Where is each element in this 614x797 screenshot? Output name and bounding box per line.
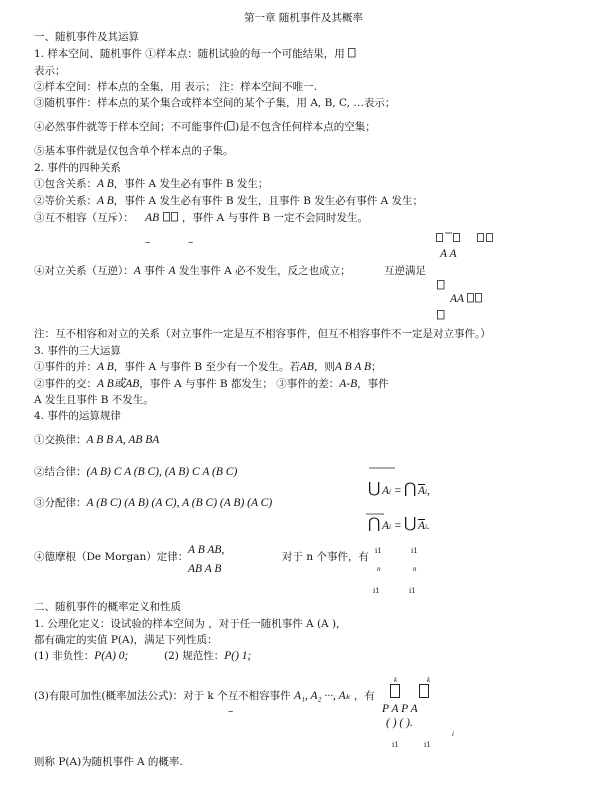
formula: A B或AB [97, 378, 140, 390]
text: ①事件的并： [34, 361, 97, 373]
formula: $\overline{A}$ [418, 485, 426, 497]
formula: A [382, 520, 390, 532]
formula: A (B C) (A B) (A C), A (B C) (A B) (A C) [86, 497, 273, 509]
formula: A B [97, 195, 114, 207]
line-notation: 表示； [34, 65, 66, 77]
formula: A [133, 265, 141, 277]
index-i1: i1 [411, 547, 418, 555]
line-note: 注：互不相容和对立的关系（对立事件一定是互不相容事件，但互不相容事件不一定是对立事件。） [34, 328, 491, 340]
text: (2) 规范性： [164, 650, 225, 662]
text: 事件 [144, 265, 166, 277]
index-i1: i1 [392, 741, 399, 749]
line-four-relations: 2. 事件的四种关系 [34, 162, 121, 174]
line-complement-condition: 互逆满足 [384, 265, 426, 277]
overline-mark: – [145, 236, 151, 248]
sup-k: k [394, 676, 398, 684]
line-three-operations: 3. 事件的三大运算 [34, 345, 121, 357]
text: ③互不相容（互斥）： [34, 212, 134, 224]
formula: A [382, 485, 390, 497]
placeholder-box-icon [348, 48, 356, 58]
line-operation-laws: 4. 事件的运算规律 [34, 410, 121, 422]
formula: A B [97, 361, 114, 373]
text: ②结合律： [34, 466, 87, 478]
formula-union-complement: Ai = [382, 485, 402, 497]
text: 1. 样本空间、随机事件 ①样本点：随机试验的每一个可能结果，用 [34, 48, 345, 60]
index-i1: i1 [375, 547, 382, 555]
formula: AB [145, 212, 160, 224]
text: ①交换律： [34, 434, 87, 446]
overline-mark [369, 466, 395, 470]
formula: AA [450, 293, 465, 305]
line-difference: A 发生且事件 B 不发生。 [34, 394, 154, 406]
formula: A-B [339, 378, 358, 390]
line-union [34, 361, 382, 373]
overline-mark: – [188, 236, 194, 248]
sup-k: k [427, 676, 431, 684]
text: ，事件 [357, 378, 389, 390]
index-n: n [377, 565, 381, 573]
formula: A [168, 265, 176, 277]
line-basic-event: ⑤基本事件就是仅包含单个样本点的子集。 [34, 145, 234, 157]
formula-probability-sum: P A P A [382, 703, 418, 715]
formula: (A B) C A (B C), (A B) C A (B C) [86, 466, 238, 478]
formula-complement-i: $\overline{A}i$, [418, 485, 430, 497]
intersection-symbol-icon: ⋂ [368, 514, 381, 532]
text: ④必然事件就等于样本空间；不可能事件( [34, 121, 228, 133]
text: (3)有限可加性(概率加法公式)：对于 k 个互不相容事件 [34, 690, 291, 702]
line-normalization [164, 650, 251, 662]
line-equivalence [34, 195, 423, 207]
line-sure-event [34, 121, 376, 133]
formula-complement-i: $\overline{A}i$. [418, 520, 430, 532]
text: 发生事件 A 必不发生，反之也成立； [178, 265, 351, 277]
text: (1) 非负性： [34, 650, 95, 662]
empty-set-box-icon [163, 212, 179, 222]
index-i1: i1 [409, 587, 416, 595]
line-n-events: 对于 n 个事件，有 [282, 551, 369, 563]
text: ③事件的差： [276, 378, 340, 390]
page-title: 第一章 随机事件及其概率 [244, 12, 363, 24]
text: ④对立关系（互逆）： [34, 265, 134, 277]
line-distributive [34, 497, 272, 509]
text: ，事件 A 与事件 B 一定不会同时发生。 [181, 212, 368, 224]
placeholder-box-icon [467, 293, 483, 303]
placeholder-box-icon [437, 280, 445, 290]
formula: $\overline{A}$ [418, 520, 426, 532]
index-n: n [413, 565, 417, 573]
formula: P() 1; [224, 650, 252, 662]
text: )是不包含任何样本点的空集； [235, 121, 376, 133]
sub-i: i [452, 730, 454, 738]
formula: P(A) 0; [94, 650, 129, 662]
line-de-morgan: ④德摩根（De Morgan）定律： [34, 551, 189, 563]
text: ，事件 A 发生必有事件 B 发生，且事件 B 发生必有事件 A 发生； [113, 195, 424, 207]
formula-de-morgan-1: A B AB, [188, 544, 225, 556]
line-complement [34, 265, 351, 277]
formula-a-union-complement: A A [440, 248, 457, 260]
text: ②等价关系： [34, 195, 97, 207]
section-heading-1: 一、随机事件及其运算 [34, 31, 139, 43]
placeholder-box-icon [437, 310, 445, 320]
text: ，则 [313, 361, 335, 373]
line-mutually-exclusive [34, 212, 368, 224]
formula-probability-parens: ( ) ( ). [386, 717, 413, 729]
union-symbol-icon: ⋃ [368, 479, 381, 497]
text: ②事件的交： [34, 378, 97, 390]
index-i1: i1 [424, 741, 431, 749]
formula: A B A B [334, 361, 372, 373]
formula-placeholder-icon [436, 232, 506, 244]
formula: AB [299, 361, 314, 373]
index-i1: i1 [373, 587, 380, 595]
line-inclusion [34, 178, 268, 190]
text: ①包含关系： [34, 178, 97, 190]
formula-intersection-complement: Ai = [382, 520, 402, 532]
line-additivity [34, 690, 375, 702]
line-properties: 都有确定的实值 P(A)，满足下列性质： [34, 634, 218, 646]
intersection-symbol-icon: ⋂ [404, 479, 417, 497]
formula-de-morgan-2: AB A B [188, 563, 222, 575]
formula: A B [97, 178, 114, 190]
line-associative [34, 466, 237, 478]
line-sample-space [34, 48, 356, 60]
text: ； [371, 361, 382, 373]
text: ，事件 A 发生必有事件 B 发生； [113, 178, 269, 190]
line-axiomatic: 1. 公理化定义：设试验的样本空间为 ，对于任一随机事件 A (A ), [34, 618, 340, 630]
line-sample-space-def: ②样本空间：样本点的全集，用 表示； 注：样本空间不唯一. [34, 81, 318, 93]
formula: A₁, A₂ ···, Aₖ [293, 690, 351, 702]
line-nonnegativity [34, 650, 128, 662]
formula: A B B A, AB BA [86, 434, 160, 446]
text: ，有 [353, 690, 375, 702]
formula-aa-empty [450, 293, 483, 305]
line-commutative [34, 434, 159, 446]
text: ，事件 A 与事件 B 都发生； [139, 378, 273, 390]
section-heading-2: 二、随机事件的概率定义和性质 [34, 601, 181, 613]
empty-set-box-icon [227, 121, 235, 131]
union-symbol-icon: ⋃ [404, 514, 417, 532]
text: ③分配律： [34, 497, 87, 509]
overline-mark: – [228, 705, 234, 717]
line-random-event: ③随机事件：样本点的某个集合或样本空间的某个子集，用 A, B, C, …表示； [34, 97, 396, 109]
big-operator-placeholder-icon [385, 683, 433, 699]
line-definition-conclusion: 则称 P(A)为随机事件 A 的概率. [34, 756, 183, 768]
line-intersection [34, 378, 389, 390]
text: ，事件 A 与事件 B 至少有一个发生。若 [113, 361, 300, 373]
